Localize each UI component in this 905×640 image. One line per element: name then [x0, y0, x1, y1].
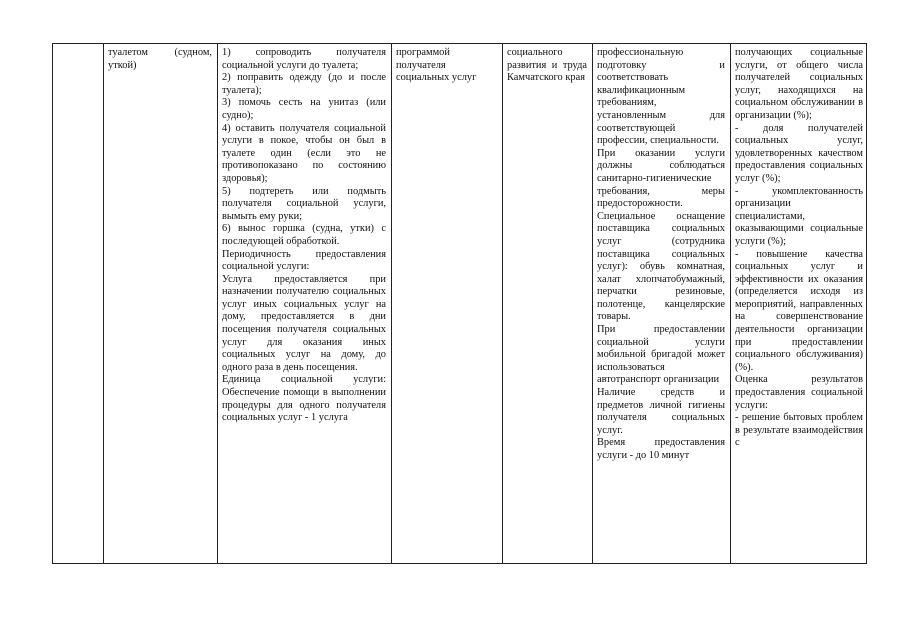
cell-text: Специальное оснащение поставщика социальных услуг (сотрудника поставщика социальных услуг): обувь комнатная, халат хлопчатобумажный, перчатки резиновые, полотенце, канцелярские товары.: [597, 210, 725, 323]
cell-service-tariff: [507, 47, 587, 85]
cell-service-volume: [396, 47, 497, 85]
cell-text: - доля получателей социальных услуг, удовлетворенных качеством предоставления социальных услуг (%);: [735, 122, 863, 184]
cell-service-description: [222, 47, 386, 425]
cell-text: туалетом (судном, уткой): [108, 47, 212, 71]
cell-service-name: [108, 47, 212, 72]
cell-text: Оценка результатов предоставления социальной услуги:: [735, 374, 863, 411]
cell-text: 3) помочь сесть на унитаз (или судно);: [222, 97, 386, 121]
cell-text: социального развития и труда Камчатского края: [507, 47, 587, 84]
column-divider: [592, 44, 593, 563]
cell-service-conditions: [597, 47, 725, 463]
cell-text: Периодичность предоставления социальной услуги:: [222, 248, 386, 273]
cell-text: - решение бытовых проблем в результате взаимодействия с: [735, 412, 863, 449]
cell-text: При оказании услуги должны соблюдаться санитарно-гигиенические требования, меры предосторожности.: [597, 147, 725, 210]
cell-text: программой получателя социальных услуг: [396, 47, 477, 84]
cell-quality-indicators: [735, 47, 863, 450]
column-divider: [217, 44, 218, 563]
cell-text: профессиональную подготовку и соответствовать квалификационным требованиям, установленным для соответствующей профессии, специальности.: [597, 47, 725, 147]
column-divider: [502, 44, 503, 563]
column-divider: [730, 44, 731, 563]
cell-text: 2) поправить одежду (до и после туалета);: [222, 72, 386, 96]
cell-text: 1) сопроводить получателя социальной услуги до туалета;: [222, 47, 386, 71]
column-divider: [103, 44, 104, 563]
column-divider: [391, 44, 392, 563]
cell-text: При предоставлении социальной услуги мобильной бригадой может использоваться автотранспорт организации: [597, 324, 725, 386]
cell-text: Единица социальной услуги: Обеспечение помощи в выполнении процедуры для одного получателя социальных услуг - 1 услуга: [222, 374, 386, 424]
cell-text: Наличие средств и предметов личной гигиены получателя социальных услуг.: [597, 387, 725, 436]
services-table: [52, 43, 867, 564]
cell-text: 5) подтереть или подмыть получателя социальной услуги, вымыть ему руки;: [222, 185, 386, 222]
cell-text: - повышение качества социальных услуг и эффективности их оказания (определяется исходя из мероприятий, направленных на совершенствование деятельности организации при предоставлении социального обслуживания) (%).: [735, 248, 863, 373]
cell-text: 6) вынос горшка (судна, утки) с последующей обработкой.: [222, 223, 386, 247]
cell-text: получающих социальные услуги, от общего числа получателей социальных услуг, находящихся на социальном обслуживании в организации (%);: [735, 47, 863, 121]
cell-text: Услуга предоставляется при назначении получателю социальных услуг иных социальных услуг на дому, предоставляется в дни посещения получателя социальных услуг для оказания иных социальных услуг на дому, до одного раза в день посещения.: [222, 273, 386, 373]
cell-text: 4) оставить получателя социальной услуги в покое, чтобы он был в туалете один (если это не противопоказано по состоянию здоровья);: [222, 122, 386, 184]
cell-text: Время предоставления услуги - до 10 минут: [597, 437, 725, 461]
cell-text: - укомплектованность организации специалистами, оказывающими социальные услуги (%);: [735, 185, 863, 247]
